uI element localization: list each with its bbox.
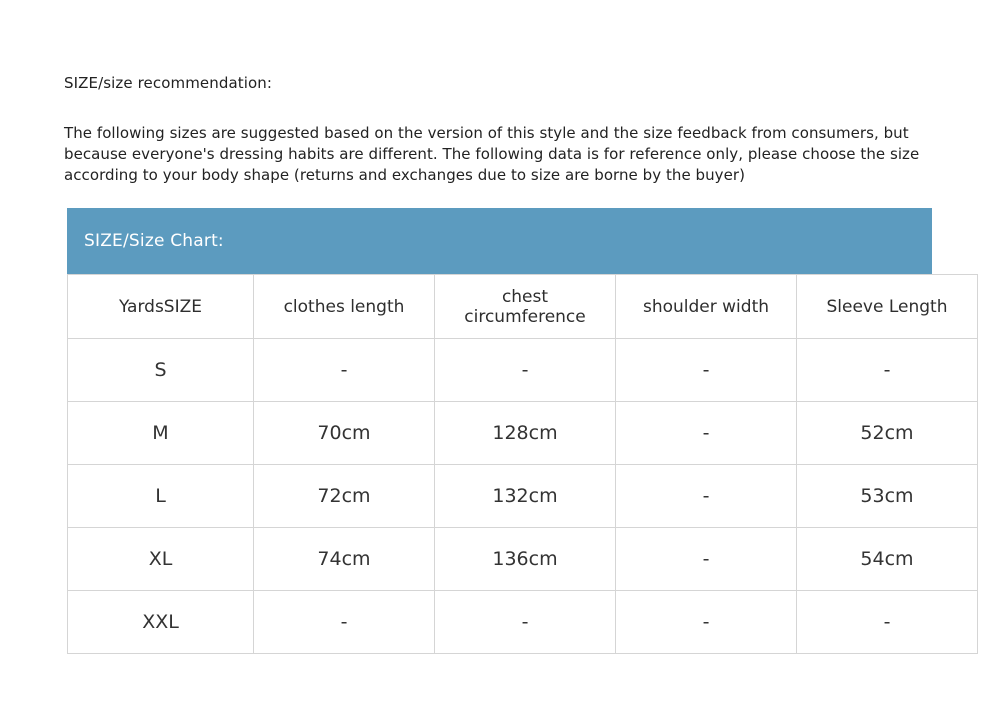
cell-sleeve: 54cm (797, 528, 978, 591)
cell-chest: 136cm (435, 528, 616, 591)
table-row (68, 465, 978, 528)
cell-clothes-length: - (254, 591, 435, 654)
size-chart (67, 208, 948, 654)
cell-clothes-length: 70cm (254, 402, 435, 465)
cell-shoulder: - (616, 339, 797, 402)
cell-chest: 128cm (435, 402, 616, 465)
cell-size: XXL (68, 591, 254, 654)
size-chart-header (67, 208, 932, 274)
table-row (68, 528, 978, 591)
cell-chest: 132cm (435, 465, 616, 528)
table-row (68, 591, 978, 654)
intro-body: The following sizes are suggested based on the version of this style and the size feedback from consumers, but because everyone's dressing habits are different. The following data is for reference only, please choose the size according to your body shape (returns and exchanges due to size are borne by the buyer) (64, 124, 920, 184)
cell-size: M (68, 402, 254, 465)
cell-size: L (68, 465, 254, 528)
column-header-shoulder-width: shoulder width (616, 275, 797, 339)
cell-clothes-length: 74cm (254, 528, 435, 591)
table-row (68, 339, 978, 402)
cell-chest: - (435, 339, 616, 402)
column-header-sleeve-length: Sleeve Length (797, 275, 978, 339)
cell-size: XL (68, 528, 254, 591)
table-row (68, 402, 978, 465)
cell-size: S (68, 339, 254, 402)
cell-chest: - (435, 591, 616, 654)
column-header-chest-circumference: chest circumference (435, 275, 616, 339)
cell-shoulder: - (616, 591, 797, 654)
column-header-size: YardsSIZE (68, 275, 254, 339)
cell-clothes-length: - (254, 339, 435, 402)
column-header-clothes-length: clothes length (254, 275, 435, 339)
cell-sleeve: - (797, 591, 978, 654)
cell-sleeve: - (797, 339, 978, 402)
cell-shoulder: - (616, 465, 797, 528)
size-table (67, 274, 978, 654)
intro-title: SIZE/size recommendation: (64, 74, 273, 92)
cell-shoulder: - (616, 402, 797, 465)
cell-clothes-length: 72cm (254, 465, 435, 528)
cell-sleeve: 53cm (797, 465, 978, 528)
table-header-row (68, 275, 978, 339)
size-chart-header-label: SIZE/Size Chart: (84, 231, 224, 251)
cell-sleeve: 52cm (797, 402, 978, 465)
cell-shoulder: - (616, 528, 797, 591)
